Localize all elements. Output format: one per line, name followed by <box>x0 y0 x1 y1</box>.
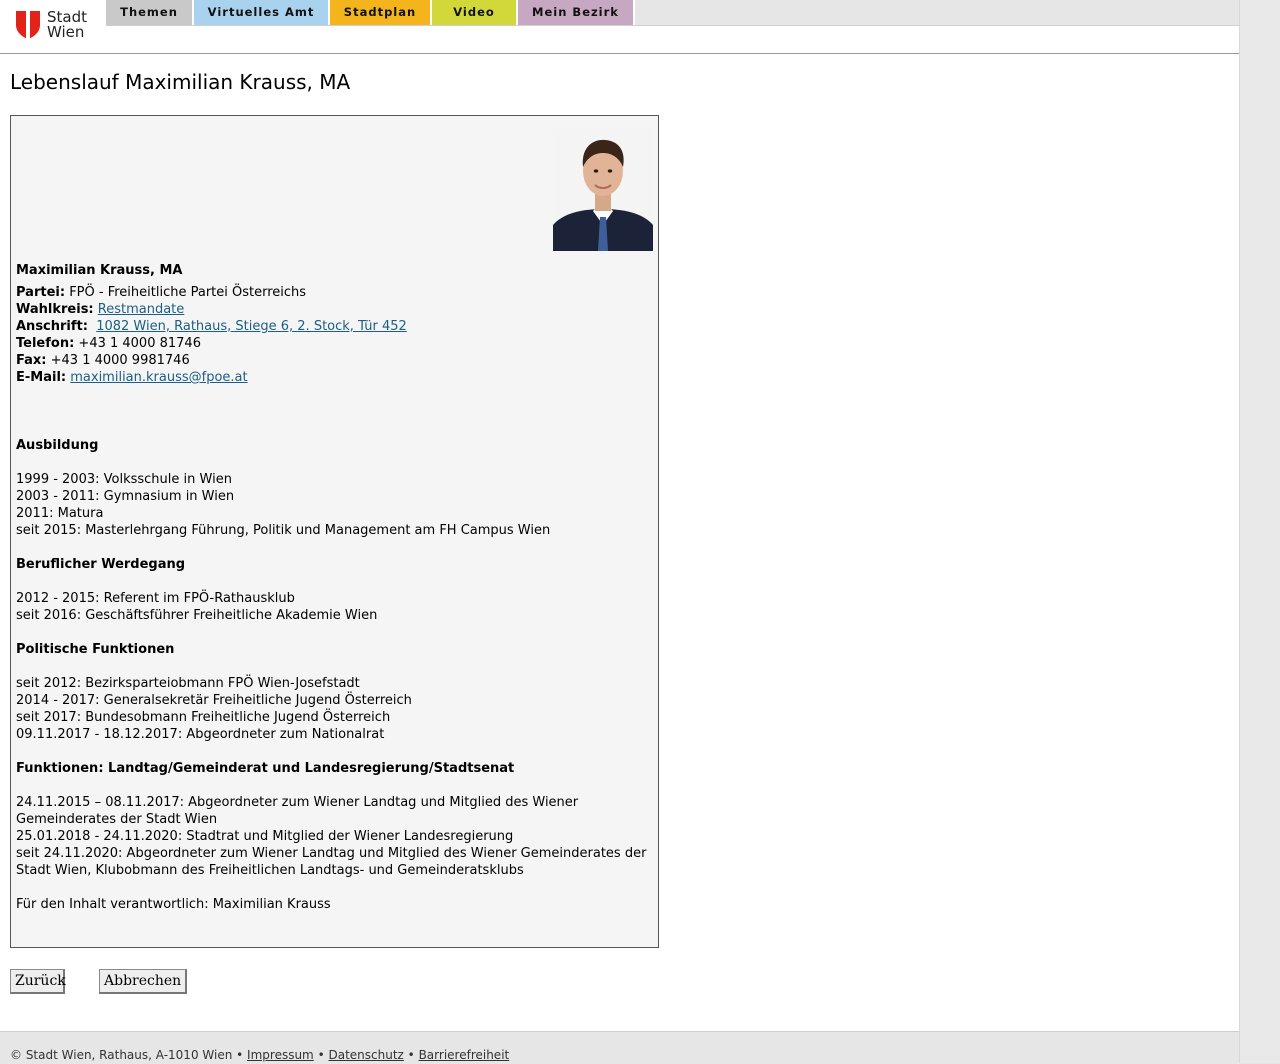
portrait-photo <box>553 129 653 251</box>
responsible-note: Für den Inhalt verantwortlich: Maximilian Krauss <box>16 897 331 912</box>
heading-ausbildung: Ausbildung <box>16 438 99 453</box>
barrierefreiheit-link[interactable]: Barrierefreiheit <box>418 1048 510 1062</box>
scrollbar-gutter[interactable] <box>1239 0 1280 1063</box>
logo-line2: Wien <box>47 23 85 41</box>
list-item: 2012 - 2015: Referent im FPÖ-Rathausklub <box>16 591 295 606</box>
list-item: 09.11.2017 - 18.12.2017: Abgeordneter zum Nationalrat <box>16 727 385 742</box>
list-item: seit 24.11.2020: Abgeordneter zum Wiener Landtag und Mitglied des Wiener Gemeinderates der Stadt Wien, Klubobmann des Freiheitlichen Landtags- und Gemeinderatsklubs <box>16 846 647 878</box>
wahlkreis-link[interactable]: Restmandate <box>97 302 185 317</box>
email-link[interactable]: maximilian.krauss@fpoe.at <box>70 370 248 385</box>
wien-shield-icon <box>16 11 40 39</box>
list-item: seit 2016: Geschäftsführer Freiheitliche Akademie Wien <box>16 608 378 623</box>
datenschutz-link[interactable]: Datenschutz <box>328 1048 404 1062</box>
main-nav <box>106 0 1239 26</box>
field-wahlkreis-label: Wahlkreis: <box>16 302 94 317</box>
tab-stadtplan[interactable]: Stadtplan <box>330 0 432 25</box>
stadt-wien-logo[interactable] <box>16 10 96 42</box>
list-item: seit 2012: Bezirksparteiobmann FPÖ Wien-Josefstadt <box>16 676 360 691</box>
page-title: Lebenslauf Maximilian Krauss, MA <box>10 70 351 94</box>
list-item: 1999 - 2003: Volksschule in Wien <box>16 472 232 487</box>
back-button[interactable]: Zurück <box>10 969 65 994</box>
field-telefon-value: +43 1 4000 81746 <box>78 336 201 351</box>
field-wahlkreis <box>16 301 654 318</box>
field-fax <box>16 352 654 369</box>
footer-sep: • <box>317 1048 325 1062</box>
list-item: 2003 - 2011: Gymnasium in Wien <box>16 489 235 504</box>
list-item: 24.11.2015 – 08.11.2017: Abgeordneter zum Wiener Landtag und Mitglied des Wiener Gemeinderates der Stadt Wien <box>16 795 579 827</box>
list-item: seit 2015: Masterlehrgang Führung, Politik und Management am FH Campus Wien <box>16 523 551 538</box>
footer-sep: • <box>236 1048 244 1062</box>
logo-text <box>47 10 87 40</box>
field-telefon-label: Telefon: <box>16 336 75 351</box>
copyright: © Stadt Wien, Rathaus, A-1010 Wien <box>10 1048 233 1062</box>
tab-video[interactable]: Video <box>432 0 518 25</box>
person-name: Maximilian Krauss, MA <box>16 263 183 278</box>
list-item: 2014 - 2017: Generalsekretär Freiheitliche Jugend Österreich <box>16 693 412 708</box>
person-photo-icon <box>553 129 653 251</box>
field-telefon <box>16 335 654 352</box>
field-fax-label: Fax: <box>16 353 47 368</box>
footer <box>0 1031 1239 1064</box>
footer-text <box>10 1048 509 1062</box>
field-partei-label: Partei: <box>16 285 66 300</box>
tab-virtuelles-amt[interactable]: Virtuelles Amt <box>194 0 330 25</box>
tab-mein-bezirk[interactable]: Mein Bezirk <box>518 0 635 25</box>
field-email-label: E-Mail: <box>16 370 67 385</box>
heading-politik: Politische Funktionen <box>16 642 175 657</box>
impressum-link[interactable]: Impressum <box>247 1048 314 1062</box>
field-anschrift <box>16 318 654 335</box>
cv-card <box>10 115 659 948</box>
field-email <box>16 369 654 386</box>
list-item: 2011: Matura <box>16 506 104 521</box>
footer-sep: • <box>407 1048 415 1062</box>
tab-themen[interactable]: Themen <box>106 0 194 25</box>
field-anschrift-label: Anschrift: <box>16 319 88 334</box>
top-bar <box>0 0 1239 54</box>
address-link[interactable]: 1082 Wien, Rathaus, Stiege 6, 2. Stock, Tür 452 <box>96 319 407 334</box>
field-partei-value: FPÖ - Freiheitliche Partei Österreichs <box>69 285 307 300</box>
heading-beruf: Beruflicher Werdegang <box>16 557 186 572</box>
logo-line1: Stadt <box>47 8 87 26</box>
field-fax-value: +43 1 4000 9981746 <box>50 353 190 368</box>
list-item: 25.01.2018 - 24.11.2020: Stadtrat und Mitglied der Wiener Landesregierung <box>16 829 514 844</box>
cv-content <box>16 262 654 913</box>
heading-funktionen: Funktionen: Landtag/Gemeinderat und Landesregierung/Stadtsenat <box>16 761 515 776</box>
list-item: seit 2017: Bundesobmann Freiheitliche Jugend Österreich <box>16 710 391 725</box>
cancel-button[interactable]: Abbrechen <box>99 969 187 994</box>
field-partei <box>16 284 654 301</box>
